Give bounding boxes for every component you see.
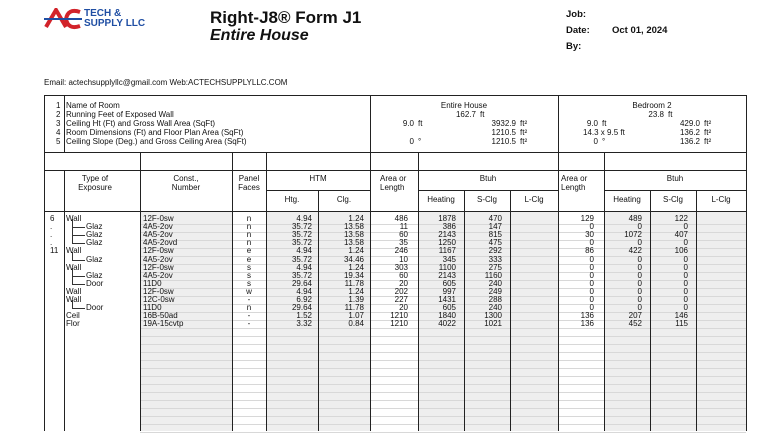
bedroom-wall-area: 429.0: [679, 119, 700, 128]
area-value: 60: [399, 230, 408, 240]
bedroom-btuh-heating: 0: [637, 262, 642, 272]
header-faces: Faces: [238, 183, 260, 192]
htm-cooling: 19.34: [343, 270, 364, 280]
header-heating: Heating: [427, 195, 455, 204]
grid-line: [140, 152, 141, 431]
htm-heating: 3.32: [296, 319, 312, 329]
summary-label: Name of Room: [66, 101, 120, 110]
bedroom-btuh-sclg: 0: [683, 254, 688, 264]
btuh-heating: 345: [442, 254, 456, 264]
row-separator: [140, 408, 746, 409]
btuh-sclg: 240: [488, 278, 502, 288]
construction-number: 12C-0sw: [143, 295, 175, 304]
bedroom-ceil-ht: 9.0: [586, 119, 598, 128]
btuh-sclg: 1300: [484, 311, 502, 321]
htm-heating: 4.94: [296, 214, 312, 223]
job-label: Job:: [566, 9, 587, 20]
construction-number: 4A5-2ov: [143, 254, 173, 264]
cell-shade: [510, 212, 558, 431]
area-value: 20: [399, 303, 408, 313]
btuh-heating: 605: [442, 278, 456, 288]
htm-heating: 1.52: [296, 311, 312, 321]
bedroom-btuh-sclg: 146: [674, 311, 688, 321]
row-separator: [140, 400, 746, 401]
form-title: Right-J8® Form J1: [210, 8, 362, 27]
htm-heating: 29.64: [291, 303, 312, 313]
bedroom-area-unit: ft²: [704, 119, 712, 128]
bedroom-area-value: 30: [585, 230, 594, 240]
htm-cooling: 1.24: [348, 262, 364, 272]
grid-line: [510, 190, 511, 431]
area-value: 246: [394, 246, 408, 256]
htm-heating: 35.72: [291, 230, 312, 240]
grid-line: [64, 95, 65, 152]
btuh-heating: 605: [442, 303, 456, 313]
bedroom-area-value: 129: [580, 214, 594, 223]
bedroom-btuh-sclg: 0: [683, 295, 688, 304]
htm-cooling: 13.58: [343, 222, 364, 232]
btuh-heating: 4022: [438, 319, 456, 329]
tree-connector: [72, 235, 85, 244]
entire-ceil-ht-unit: ft: [418, 119, 423, 128]
entire-ceil-ht: 9.0: [402, 119, 414, 128]
htm-heating: 35.72: [291, 254, 312, 264]
area-value: 303: [394, 262, 408, 272]
htm-cooling: 1.39: [348, 295, 364, 304]
header-sclg: S-Clg: [662, 195, 683, 204]
row-line-number: 6: [50, 214, 55, 223]
row-separator: [140, 368, 746, 369]
construction-number: 4A5-2ov: [143, 270, 173, 280]
bedroom-btuh-sclg: 0: [683, 303, 688, 313]
bedroom-btuh-sclg: 0: [683, 238, 688, 248]
bedroom-btuh-heating: 0: [637, 303, 642, 313]
bedroom-btuh-heating: 489: [628, 214, 642, 223]
row-line-number: .: [50, 222, 53, 232]
company-name-line2: SUPPLY LLC: [84, 18, 146, 29]
construction-number: 4A5-2ov: [143, 230, 173, 240]
bedroom-area-value: 0: [589, 262, 594, 272]
bedroom-area-unit: ft²: [704, 137, 712, 146]
grid-line: [44, 170, 746, 171]
bedroom-area-value: 0: [589, 270, 594, 280]
tree-connector: [72, 300, 85, 309]
grid-line: [64, 170, 65, 431]
entire-floor-area: 1210.5: [491, 128, 516, 137]
bedroom-room-name: Bedroom 2: [632, 101, 672, 110]
grid-line: [44, 95, 746, 96]
bedroom-area-value: 0: [589, 254, 594, 264]
btuh-sclg: 815: [488, 230, 502, 240]
bedroom-area-value: 0: [589, 222, 594, 232]
btuh-sclg: 1021: [484, 319, 502, 329]
area-value: 202: [394, 286, 408, 296]
bedroom-btuh-sclg: 0: [683, 262, 688, 272]
summary-label: Running Feet of Exposed Wall: [66, 110, 174, 119]
btuh-heating: 1878: [438, 214, 456, 223]
bedroom-btuh-heating: 452: [628, 319, 642, 329]
row-separator: [140, 384, 746, 385]
panel-face: n: [246, 214, 252, 223]
btuh-heating: 1100: [438, 262, 456, 272]
bedroom-ceil-ht-unit: ft: [602, 119, 607, 128]
btuh-heating: 997: [442, 286, 456, 296]
tree-connector: [72, 276, 85, 285]
row-separator: [140, 392, 746, 393]
entire-area-unit: ft²: [520, 137, 528, 146]
bedroom-area-value: 86: [585, 246, 594, 256]
panel-face: -: [247, 295, 251, 304]
construction-number: 4A5-2ov: [143, 222, 173, 232]
row-separator: [140, 416, 746, 417]
bedroom-btuh-sclg: 106: [674, 246, 688, 256]
btuh-heating: 2143: [438, 270, 456, 280]
bedroom-area-unit: ft²: [704, 128, 712, 137]
header-type: Type of: [81, 174, 109, 183]
header-sclg: S-Clg: [476, 195, 497, 204]
bedroom-area-value: 0: [589, 286, 594, 296]
date-value: Oct 01, 2024: [612, 25, 668, 36]
btuh-heating: 1431: [438, 295, 456, 304]
bedroom-area-value: 0: [589, 303, 594, 313]
area-value: 1210: [390, 311, 408, 321]
btuh-sclg: 288: [488, 295, 502, 304]
panel-face: n: [246, 230, 252, 240]
construction-number: 12F-0sw: [143, 262, 174, 272]
entire-area-unit: ft²: [520, 128, 528, 137]
area-value: 10: [399, 254, 408, 264]
row-line-number: 11: [50, 246, 59, 256]
btuh-sclg: 1160: [484, 270, 502, 280]
panel-face: e: [246, 254, 252, 264]
construction-number: 12F-0sw: [143, 214, 174, 223]
bedroom-feet-unit: ft: [668, 110, 673, 119]
row-separator: [140, 424, 746, 425]
header-number: Number: [171, 183, 201, 192]
bedroom-slope-unit: °: [602, 137, 606, 146]
panel-face: n: [246, 222, 252, 232]
panel-face: w: [246, 286, 252, 296]
htm-cooling: 0.84: [348, 319, 364, 329]
bedroom-floor-area: 136.2: [679, 128, 700, 137]
bedroom-btuh-heating: 1072: [624, 230, 642, 240]
area-value: 35: [399, 238, 408, 248]
htm-cooling: 34.46: [343, 254, 364, 264]
area-value: 11: [399, 222, 408, 232]
company-logo-icon: [44, 8, 82, 30]
btuh-sclg: 275: [488, 262, 502, 272]
header-area: Area or: [380, 174, 407, 183]
exposure-type: Wall: [66, 262, 82, 272]
cell-shade: [696, 212, 746, 431]
htm-cooling: 1.07: [348, 311, 364, 321]
bedroom-area-value: 0: [589, 238, 594, 248]
htm-cooling: 1.24: [348, 286, 364, 296]
header-const: Const.,: [173, 174, 199, 183]
row-line-number: .: [50, 238, 53, 248]
htm-cooling: 13.58: [343, 238, 364, 248]
bedroom-dims: 14.3 x 9.5 ft: [583, 128, 625, 137]
construction-number: 11D0: [143, 278, 162, 288]
bedroom-btuh-heating: 0: [637, 295, 642, 304]
construction-number: 4A5-2ovd: [143, 238, 178, 248]
construction-number: 19A-15cvtp: [143, 319, 184, 329]
header-area: Area or: [561, 174, 588, 183]
line-number: 5: [56, 137, 61, 146]
bedroom-ceil-area: 136.2: [679, 137, 700, 146]
row-separator: [140, 360, 746, 361]
bedroom-area-value: 0: [589, 295, 594, 304]
htm-heating: 35.72: [291, 222, 312, 232]
construction-number: 11D0: [143, 303, 162, 313]
entire-feet: 162.7: [455, 110, 476, 119]
line-number: 1: [56, 101, 61, 110]
header-btuh: Btuh: [479, 174, 497, 183]
exposure-type: Glaz: [86, 270, 103, 280]
panel-face: s: [247, 278, 251, 288]
entire-room-name: Entire House: [440, 101, 488, 110]
htm-heating: 4.94: [296, 286, 312, 296]
bedroom-area-value: 136: [580, 319, 594, 329]
exposure-type: Flor: [66, 319, 80, 329]
panel-face: -: [247, 319, 251, 329]
htm-cooling: 11.78: [344, 303, 364, 313]
htm-cooling: 1.24: [348, 214, 364, 223]
construction-number: 12F-0sw: [143, 286, 174, 296]
bedroom-btuh-sclg: 115: [675, 319, 688, 329]
bedroom-btuh-sclg: 122: [674, 214, 688, 223]
entire-area-unit: ft²: [520, 119, 528, 128]
by-label: By:: [566, 41, 582, 52]
btuh-heating: 1840: [438, 311, 456, 321]
grid-line: [418, 190, 558, 191]
panel-face: s: [247, 270, 251, 280]
bedroom-area-value: 136: [580, 311, 594, 321]
construction-number: 16B-50ad: [143, 311, 178, 321]
form-subtitle: Entire House: [210, 27, 309, 44]
bedroom-btuh-heating: 0: [637, 278, 642, 288]
line-number: 3: [56, 119, 61, 128]
row-separator: [140, 352, 746, 353]
btuh-heating: 1167: [438, 246, 456, 256]
summary-label: Ceiling Ht (Ft) and Gross Wall Area (SqFt): [66, 119, 216, 128]
bedroom-btuh-heating: 0: [637, 286, 642, 296]
htm-heating: 6.92: [296, 295, 312, 304]
bedroom-btuh-heating: 0: [637, 222, 642, 232]
bedroom-btuh-heating: 422: [628, 246, 642, 256]
entire-slope: 0: [409, 137, 414, 146]
bedroom-area-value: 0: [589, 278, 594, 288]
header-htm: HTM: [309, 174, 327, 183]
panel-face: e: [246, 246, 252, 256]
area-value: 20: [399, 278, 408, 288]
panel-face: s: [247, 262, 251, 272]
panel-face: n: [246, 238, 252, 248]
area-value: 486: [394, 214, 408, 223]
btuh-heating: 1250: [438, 238, 456, 248]
bedroom-feet: 23.8: [648, 110, 664, 119]
bedroom-slope: 0: [593, 137, 598, 146]
header-htg: Htg.: [284, 195, 300, 204]
htm-heating: 35.72: [291, 270, 312, 280]
bedroom-btuh-heating: 0: [637, 270, 642, 280]
exposure-type: Ceil: [66, 311, 80, 321]
date-label: Date:: [566, 25, 590, 36]
grid-line: [44, 152, 746, 153]
bedroom-btuh-sclg: 0: [683, 286, 688, 296]
exposure-type: Glaz: [86, 222, 103, 232]
bedroom-btuh-sclg: 0: [683, 270, 688, 280]
area-value: 227: [394, 295, 408, 304]
header-lclg: L-Clg: [711, 195, 731, 204]
exposure-type: Glaz: [86, 254, 103, 264]
exposure-type: Wall: [66, 246, 82, 256]
row-separator: [140, 344, 746, 345]
bedroom-btuh-heating: 207: [628, 311, 642, 321]
btuh-sclg: 249: [488, 286, 502, 296]
line-number: 2: [56, 110, 61, 119]
entire-wall-area: 3932.9: [491, 119, 516, 128]
bedroom-btuh-heating: 0: [637, 238, 642, 248]
exposure-type: Wall: [66, 214, 82, 223]
contact-line: Email: actechsupplyllc@gmail.com Web:ACTECHSUPPLYLLC.COM: [44, 78, 288, 87]
construction-number: 12F-0sw: [143, 246, 174, 256]
bedroom-btuh-sclg: 407: [674, 230, 688, 240]
summary-label: Room Dimensions (Ft) and Floor Plan Area (SqFt): [66, 128, 244, 137]
panel-face: n: [246, 303, 252, 313]
entire-ceil-area: 1210.5: [491, 137, 516, 146]
htm-heating: 35.72: [291, 238, 312, 248]
btuh-sclg: 470: [488, 214, 502, 223]
header-heating: Heating: [613, 195, 641, 204]
btuh-sclg: 292: [488, 246, 502, 256]
exposure-type: Door: [86, 278, 104, 288]
entire-slope-unit: °: [418, 137, 422, 146]
header-panel: Panel: [238, 174, 260, 183]
btuh-heating: 386: [442, 222, 456, 232]
htm-heating: 29.64: [291, 278, 312, 288]
grid-line: [604, 190, 746, 191]
header-clg: Clg.: [336, 195, 352, 204]
exposure-type: Glaz: [86, 238, 103, 248]
summary-label: Ceiling Slope (Deg.) and Gross Ceiling Area (SqFt): [66, 137, 247, 146]
bedroom-btuh-sclg: 0: [683, 278, 688, 288]
header-exposure: Exposure: [78, 183, 112, 192]
bedroom-btuh-sclg: 0: [683, 222, 688, 232]
btuh-sclg: 475: [488, 238, 502, 248]
area-value: 60: [399, 270, 408, 280]
grid-line: [44, 211, 746, 212]
htm-cooling: 1.24: [348, 246, 364, 256]
company-name-line1: TECH &: [84, 8, 122, 19]
line-number: 4: [56, 128, 61, 137]
btuh-sclg: 147: [488, 222, 502, 232]
htm-heating: 4.94: [296, 262, 312, 272]
entire-feet-unit: ft: [480, 110, 485, 119]
grid-line: [746, 95, 747, 431]
exposure-type: Wall: [66, 286, 82, 296]
header-length: Length: [380, 183, 405, 192]
btuh-sclg: 240: [488, 303, 502, 313]
exposure-type: Wall: [66, 295, 82, 304]
grid-line: [44, 95, 45, 431]
header-btuh: Btuh: [666, 174, 684, 183]
company-name: [84, 9, 145, 29]
panel-face: -: [247, 311, 251, 321]
area-value: 1210: [390, 319, 408, 329]
htm-cooling: 11.78: [344, 278, 364, 288]
exposure-type: Glaz: [86, 230, 103, 240]
btuh-sclg: 333: [488, 254, 502, 264]
htm-cooling: 13.58: [343, 230, 364, 240]
exposure-type: Door: [86, 303, 104, 313]
row-separator: [140, 376, 746, 377]
row-separator: [140, 336, 746, 337]
htm-heating: 4.94: [296, 246, 312, 256]
header-lclg: L-Clg: [524, 195, 544, 204]
btuh-heating: 2143: [438, 230, 456, 240]
row-line-number: .: [50, 230, 53, 240]
bedroom-btuh-heating: 0: [637, 254, 642, 264]
header-length: Length: [561, 183, 586, 192]
grid-line: [696, 190, 697, 431]
tree-connector: [72, 252, 85, 261]
